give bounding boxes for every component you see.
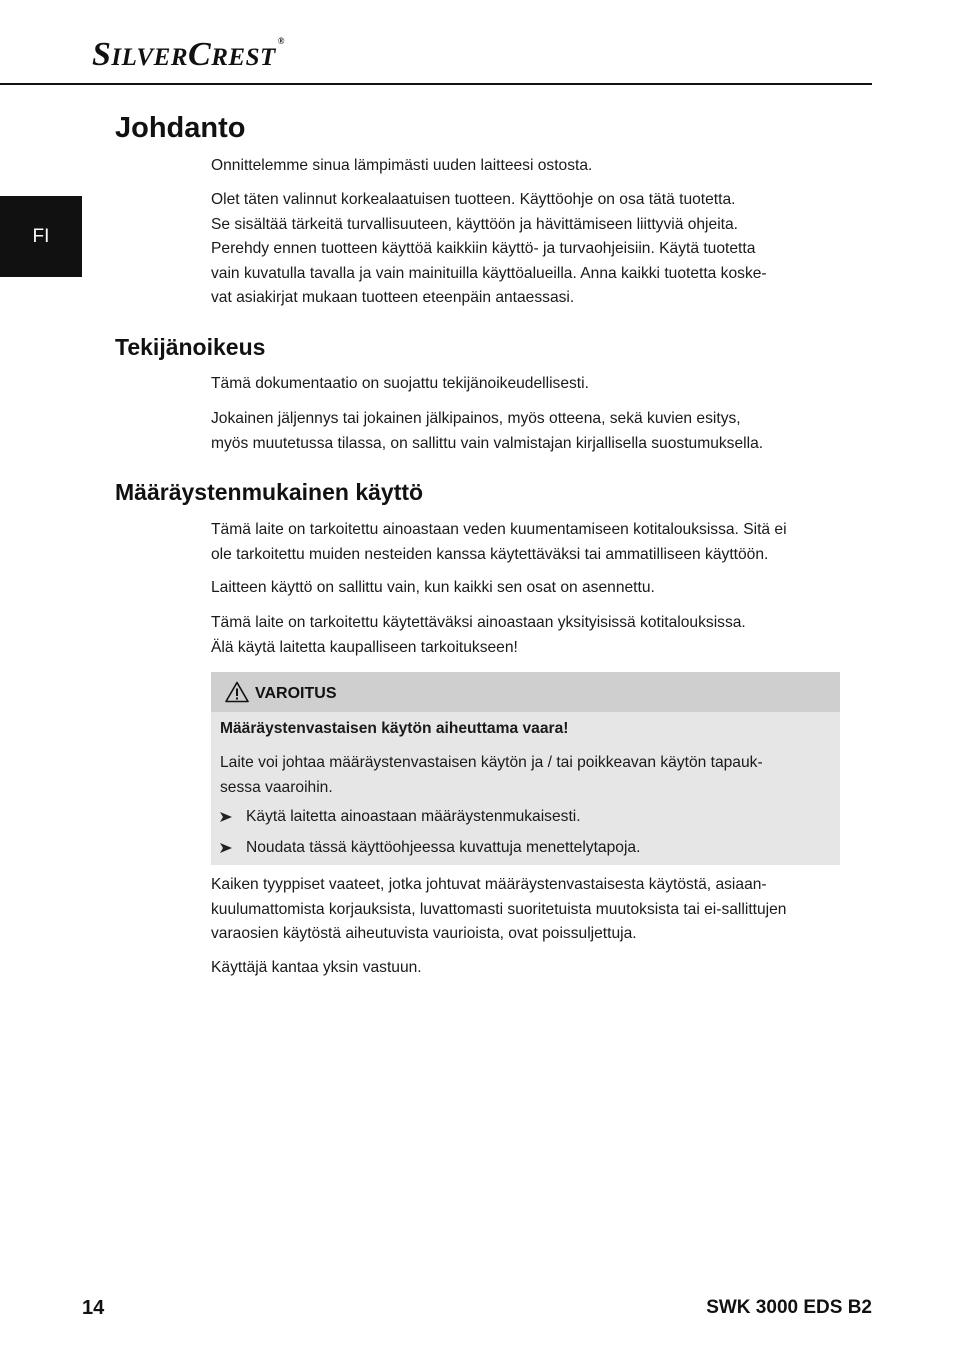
intro-paragraph-2 xyxy=(211,188,843,311)
arrow-bullet-icon xyxy=(220,843,232,853)
intended-use-paragraph-3 xyxy=(211,611,843,660)
brand-logo xyxy=(92,36,285,74)
intended-use-paragraph-1 xyxy=(211,518,843,567)
warning-bullet-item xyxy=(220,839,640,857)
warning-bullet-text: Käytä laitetta ainoastaan määräystenmukaisesti. xyxy=(246,808,581,825)
text-line: vat asiakirjat mukaan tuotteen eteenpäin antaessasi. xyxy=(211,289,575,306)
warning-text xyxy=(220,751,763,800)
language-tab xyxy=(0,196,82,277)
brand-letter: C xyxy=(188,36,212,73)
intended-use-paragraph-4 xyxy=(211,873,843,947)
section-title-intended-use: Määräystenmukainen käyttö xyxy=(115,479,424,505)
language-tab-label: FI xyxy=(32,225,50,247)
text-line: varaosien käytöstä aiheutuvista vaurioista, ovat poissuljettuja. xyxy=(211,925,637,942)
warning-bullet-text: Noudata tässä käyttöohjeessa kuvattuja menettelytapoja. xyxy=(246,839,641,856)
text-line: Jokainen jäljennys tai jokainen jälkipainos, myös otteena, sekä kuvien esitys, xyxy=(211,410,741,427)
copyright-paragraph-1: Tämä dokumentaatio on suojattu tekijänoikeudellisesti. xyxy=(211,375,589,392)
text-line: Älä käytä laitetta kaupalliseen tarkoitukseen! xyxy=(211,638,518,656)
intended-use-paragraph-5: Käyttäjä kantaa yksin vastuun. xyxy=(211,959,422,976)
brand-text: REST xyxy=(211,44,276,71)
model-name: SWK 3000 EDS B2 xyxy=(706,1297,872,1318)
brand-text: ILVER xyxy=(111,44,189,71)
header-divider xyxy=(0,83,872,85)
intro-paragraph-1: Onnittelemme sinua lämpimästi uuden laitteesi ostosta. xyxy=(211,157,593,174)
text-line: Tämä laite on tarkoitettu käytettäväksi ainoastaan yksityisissä kotitalouksissa. xyxy=(211,614,746,631)
registered-mark: ® xyxy=(277,36,285,46)
section-title-copyright: Tekijänoikeus xyxy=(115,334,266,360)
text-line: Kaiken tyyppiset vaateet, jotka johtuvat määräystenvastaisesta käytöstä, asiaan- xyxy=(211,876,767,893)
text-line: ole tarkoitettu muiden nesteiden kanssa käytettäväksi tai ammatilliseen käyttöön. xyxy=(211,545,769,563)
warning-body xyxy=(211,712,840,865)
intended-use-paragraph-2: Laitteen käyttö on sallittu vain, kun kaikki sen osat on asennettu. xyxy=(211,579,655,596)
copyright-paragraph-2 xyxy=(211,407,843,456)
text-line: Perehdy ennen tuotteen käyttöä kaikkiin käyttö- ja turvaohjeisiin. Käytä tuotetta xyxy=(211,240,756,257)
section-title-intro: Johdanto xyxy=(115,112,246,144)
text-line: Olet täten valinnut korkealaatuisen tuotteen. Käyttöohje on osa tätä tuotetta. xyxy=(211,191,736,208)
warning-label: VAROITUS xyxy=(255,684,337,702)
text-line: myös muutetussa tilassa, on sallittu vain valmistajan kirjallisella suostumuksella. xyxy=(211,434,764,452)
warning-triangle-icon xyxy=(225,681,249,703)
text-line: vain kuvatulla tavalla ja vain mainituilla käyttöalueilla. Anna kaikki tuotetta koske- xyxy=(211,264,767,282)
warning-title: Määräystenvastaisen käytön aiheuttama vaara! xyxy=(220,720,569,737)
brand-letter: S xyxy=(92,36,112,73)
text-line: kuulumattomista korjauksista, luvattomasti suoritetuista muutoksista tai ei-sallittujen xyxy=(211,900,787,918)
warning-header xyxy=(211,672,840,712)
page-number: 14 xyxy=(82,1297,105,1319)
text-line: Se sisältää tärkeitä turvallisuuteen, käyttöön ja hävittämiseen liittyviä ohjeita. xyxy=(211,215,738,233)
text-line: Tämä laite on tarkoitettu ainoastaan veden kuumentamiseen kotitalouksissa. Sitä ei xyxy=(211,521,787,538)
arrow-bullet-icon xyxy=(220,812,232,822)
text-line: Laite voi johtaa määräystenvastaisen käytön ja / tai poikkeavan käytön tapauk- xyxy=(220,754,763,771)
text-line: sessa vaaroihin. xyxy=(220,778,333,796)
warning-bullet-item xyxy=(220,808,581,826)
